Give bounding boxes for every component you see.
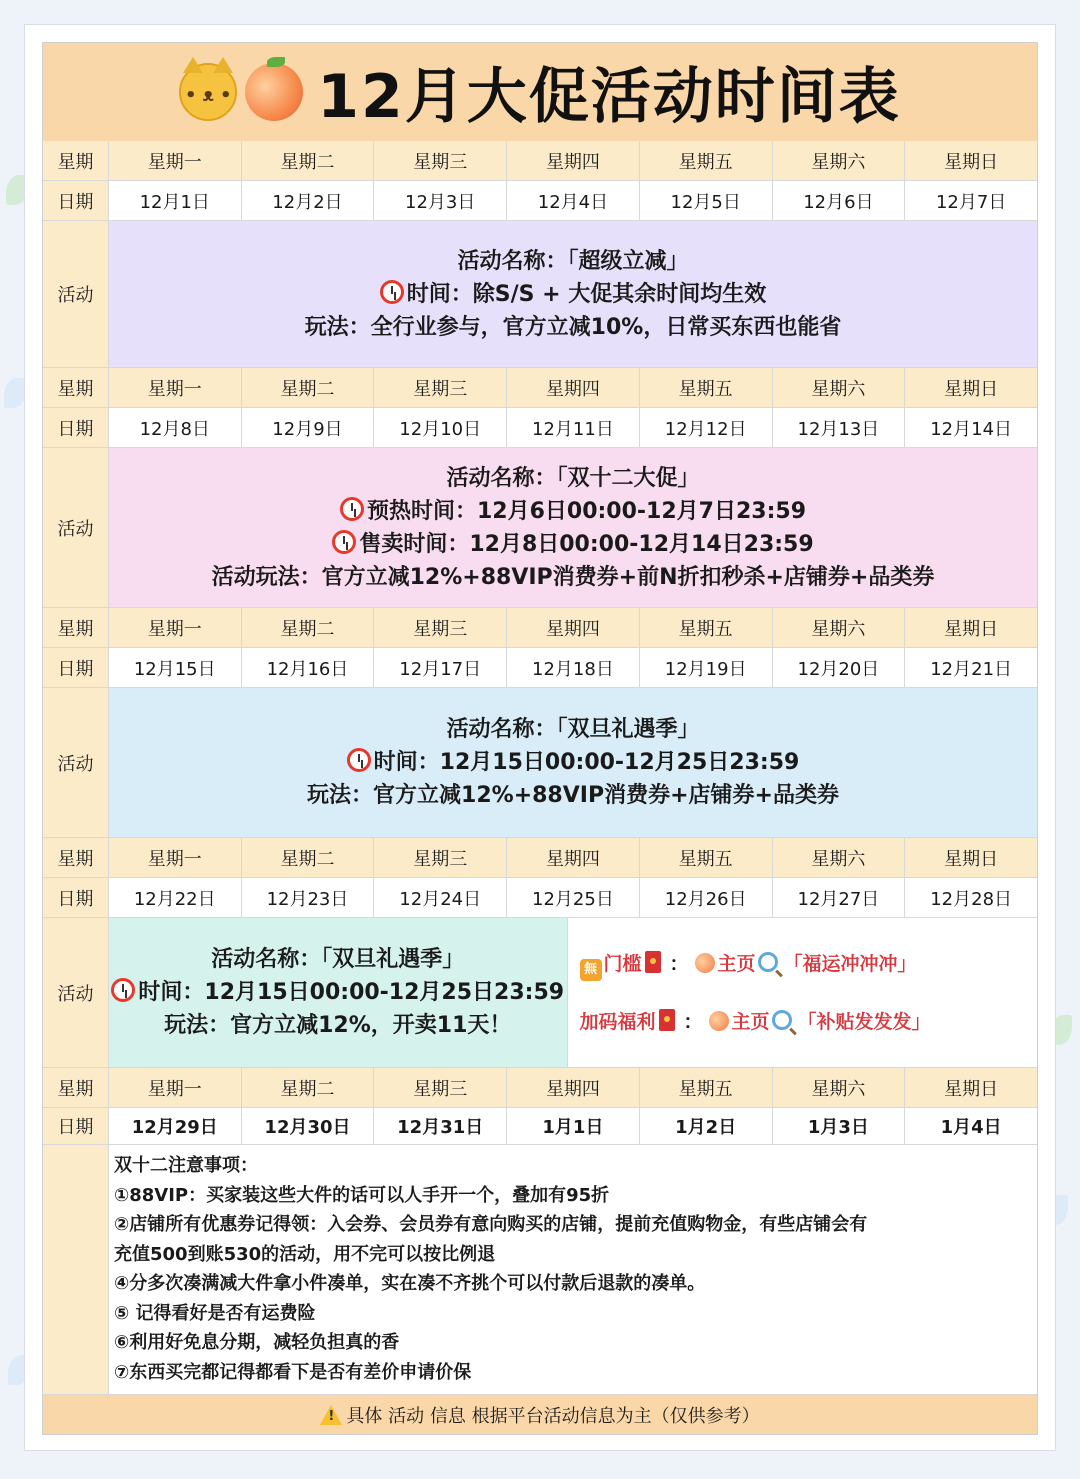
date-cell: 12月29日 xyxy=(109,1108,242,1144)
activity-label: 活动 xyxy=(43,688,109,837)
weekday-label: 星期 xyxy=(43,838,109,877)
warning-icon xyxy=(320,1405,342,1425)
activity-row xyxy=(43,448,1037,608)
date-cell: 12月22日 xyxy=(109,878,242,917)
activity-block-double-twelve xyxy=(109,448,1037,607)
activity-label: 活动 xyxy=(43,918,109,1067)
activity-play: 玩法：全行业参与，官方立减10%，日常买东西也能省 xyxy=(304,314,842,340)
weekday-cell: 星期五 xyxy=(640,838,773,877)
date-cell: 12月4日 xyxy=(507,181,640,220)
activity-preheat: 预热时间：12月6日00:00-12月7日23:59 xyxy=(340,495,806,528)
date-cell: 12月6日 xyxy=(773,181,906,220)
date-cell: 12月18日 xyxy=(507,648,640,687)
weekday-row xyxy=(43,368,1037,408)
date-label: 日期 xyxy=(43,181,109,220)
coupon-codes-panel xyxy=(568,918,1038,1067)
weekday-cell: 星期日 xyxy=(944,848,999,870)
weekday-cell: 星期六 xyxy=(773,368,906,407)
notes-title: 双十二注意事项： xyxy=(114,1155,258,1176)
weekday-cell: 星期一 xyxy=(109,368,242,407)
date-row xyxy=(43,878,1037,918)
page-title: 12月大促活动时间表 xyxy=(317,62,901,132)
note-item: ⑦东西买完都记得都看下是否有差价申请价保 xyxy=(114,1361,472,1383)
date-cell: 12月19日 xyxy=(640,648,773,687)
weekday-cell: 星期二 xyxy=(242,838,375,877)
note-item: ⑥利用好免息分期，减轻负担真的香 xyxy=(114,1332,400,1353)
date-cell: 12月3日 xyxy=(374,181,507,220)
date-cell: 12月28日 xyxy=(930,888,1013,910)
activity-time: 时间：12月15日00:00-12月25日23:59 xyxy=(347,746,800,779)
schedule-sheet xyxy=(42,42,1038,1435)
date-cell: 12月26日 xyxy=(640,878,773,917)
date-cell: 12月14日 xyxy=(930,418,1013,440)
weekday-cell: 星期一 xyxy=(109,608,242,647)
note-item: ②店铺所有优惠券记得领：入会券、会员券有意向购买的店铺，提前充值购物金，有些店铺会有 xyxy=(114,1214,868,1235)
activity-row xyxy=(43,688,1037,838)
search-icon xyxy=(758,952,778,972)
bonus-code-line: 加码福利 ： 主页 「补贴发发发」 xyxy=(579,1010,931,1033)
weekday-cell: 星期四 xyxy=(507,608,640,647)
date-label: 日期 xyxy=(43,878,109,917)
date-cell: 12月23日 xyxy=(242,878,375,917)
date-row xyxy=(43,181,1037,221)
date-cell: 12月5日 xyxy=(640,181,773,220)
alarm-clock-icon xyxy=(380,280,404,304)
notes-label-cell xyxy=(43,1145,109,1394)
weekday-cell: 星期二 xyxy=(242,368,375,407)
footer-disclaimer xyxy=(43,1395,1037,1434)
activity-name: 活动名称：「双十二大促」 xyxy=(446,465,700,491)
weekday-label: 星期 xyxy=(43,368,109,407)
date-cell: 1月2日 xyxy=(640,1108,773,1144)
weekday-cell: 星期二 xyxy=(242,141,375,180)
date-cell: 12月17日 xyxy=(374,648,507,687)
peach-icon xyxy=(245,63,303,121)
date-cell: 12月25日 xyxy=(507,878,640,917)
weekday-cell: 星期日 xyxy=(944,1078,999,1100)
weekday-row xyxy=(43,141,1037,181)
weekday-cell: 星期二 xyxy=(242,608,375,647)
activity-name: 活动名称：「超级立减」 xyxy=(457,248,689,274)
date-cell: 12月30日 xyxy=(242,1108,375,1144)
date-cell: 12月8日 xyxy=(109,408,242,447)
red-envelope-icon xyxy=(659,1009,675,1031)
activity-row xyxy=(43,918,1037,1068)
note-item: 充值500到账530的活动，用不完可以按比例退 xyxy=(114,1243,496,1265)
weekday-cell: 星期日 xyxy=(944,618,999,640)
weekday-cell: 星期六 xyxy=(773,838,906,877)
activity-sale: 售卖时间：12月8日00:00-12月14日23:59 xyxy=(332,528,813,561)
date-cell: 1月1日 xyxy=(507,1108,640,1144)
activity-time: 时间：除S/S + 大促其余时间均生效 xyxy=(380,278,766,311)
note-item: ①88VIP：买家装这些大件的话可以人手开一个，叠加有95折 xyxy=(114,1184,610,1206)
weekday-cell: 星期三 xyxy=(374,838,507,877)
date-cell: 12月7日 xyxy=(935,191,1007,213)
date-cell: 1月4日 xyxy=(940,1117,1002,1138)
date-cell: 12月24日 xyxy=(374,878,507,917)
leaf-decoration xyxy=(4,378,26,408)
threshold-code-line: 無 门槛 ： 主页 「福运冲冲冲」 xyxy=(580,935,1038,993)
date-cell: 12月21日 xyxy=(930,658,1013,680)
weekday-cell: 星期五 xyxy=(640,1068,773,1107)
weekday-cell: 星期一 xyxy=(109,1068,242,1107)
weekday-cell: 星期三 xyxy=(374,608,507,647)
alarm-clock-icon xyxy=(340,497,364,521)
date-cell: 12月12日 xyxy=(640,408,773,447)
weekday-cell: 星期六 xyxy=(773,608,906,647)
weekday-cell: 星期三 xyxy=(374,141,507,180)
weekday-cell: 星期四 xyxy=(507,368,640,407)
activity-play: 玩法：官方立减12%+88VIP消费券+店铺券+品类券 xyxy=(307,783,839,808)
date-cell: 12月16日 xyxy=(242,648,375,687)
date-cell: 1月3日 xyxy=(773,1108,906,1144)
date-cell: 12月9日 xyxy=(242,408,375,447)
alarm-clock-icon xyxy=(347,748,371,772)
alarm-clock-icon xyxy=(332,530,356,554)
weekday-cell: 星期四 xyxy=(507,838,640,877)
weekday-row xyxy=(43,838,1037,878)
date-cell: 12月31日 xyxy=(374,1108,507,1144)
date-cell: 12月10日 xyxy=(374,408,507,447)
date-label: 日期 xyxy=(43,648,109,687)
weekday-cell: 星期日 xyxy=(944,151,999,173)
date-cell: 12月2日 xyxy=(242,181,375,220)
activity-label: 活动 xyxy=(43,221,109,367)
weekday-cell: 星期五 xyxy=(640,141,773,180)
date-label: 日期 xyxy=(43,1108,109,1144)
weekday-cell: 星期日 xyxy=(944,378,999,400)
weekday-cell: 星期四 xyxy=(507,141,640,180)
peach-icon xyxy=(695,953,715,973)
date-cell: 12月13日 xyxy=(773,408,906,447)
activity-play: 活动玩法：官方立减12%+88VIP消费券+前N折扣秒杀+店铺券+品类券 xyxy=(211,564,935,590)
weekday-row xyxy=(43,608,1037,648)
weekday-cell: 星期五 xyxy=(640,608,773,647)
title-bar xyxy=(43,43,1037,142)
date-cell: 12月15日 xyxy=(109,648,242,687)
activity-play: 玩法：官方立减12%，开卖11天！ xyxy=(164,1013,512,1038)
weekday-cell: 星期三 xyxy=(374,368,507,407)
weekday-label: 星期 xyxy=(43,141,109,180)
date-row xyxy=(43,408,1037,448)
weekday-cell: 星期六 xyxy=(773,141,906,180)
weekday-label: 星期 xyxy=(43,608,109,647)
date-label: 日期 xyxy=(43,408,109,447)
date-cell: 12月20日 xyxy=(773,648,906,687)
date-row xyxy=(43,648,1037,688)
activity-split xyxy=(109,918,1037,1067)
date-cell: 12月11日 xyxy=(507,408,640,447)
date-cell: 12月1日 xyxy=(109,181,242,220)
weekday-cell: 星期三 xyxy=(374,1068,507,1107)
weekday-cell: 星期六 xyxy=(773,1068,906,1107)
weekday-cell: 星期二 xyxy=(242,1068,375,1107)
note-item: ⑤ 记得看好是否有运费险 xyxy=(114,1302,316,1324)
date-cell: 12月27日 xyxy=(773,878,906,917)
activity-label: 活动 xyxy=(43,448,109,607)
notes-section xyxy=(43,1145,1037,1395)
red-envelope-icon xyxy=(645,951,661,973)
footer-text: 具体 活动 信息 根据平台活动信息为主（仅供参考） xyxy=(346,1405,760,1427)
activity-name: 活动名称：「双旦礼遇季」 xyxy=(211,947,465,972)
activity-block-new-year-season xyxy=(109,688,1037,837)
weekday-cell: 星期一 xyxy=(109,141,242,180)
activity-name: 活动名称：「双旦礼遇季」 xyxy=(446,717,700,742)
notes-body xyxy=(109,1145,1037,1394)
alarm-clock-icon xyxy=(111,978,135,1002)
weekday-cell: 星期五 xyxy=(640,368,773,407)
activity-block-super-discount xyxy=(109,221,1037,367)
weekday-cell: 星期四 xyxy=(507,1068,640,1107)
cat-face-icon: • ᴥ • xyxy=(179,63,237,121)
peach-icon xyxy=(709,1011,729,1031)
activity-time: 时间：12月15日00:00-12月25日23:59 xyxy=(111,976,564,1009)
date-row xyxy=(43,1108,1037,1145)
note-item: ④分多次凑满减大件拿小件凑单，实在凑不齐挑个可以付款后退款的凑单。 xyxy=(114,1273,706,1294)
weekday-label: 星期 xyxy=(43,1068,109,1107)
weekday-cell: 星期一 xyxy=(109,838,242,877)
weekday-row xyxy=(43,1068,1037,1108)
free-badge-icon: 無 xyxy=(580,959,602,981)
search-icon xyxy=(772,1010,792,1030)
activity-block-new-year-season-2 xyxy=(109,918,568,1067)
activity-row xyxy=(43,221,1037,368)
